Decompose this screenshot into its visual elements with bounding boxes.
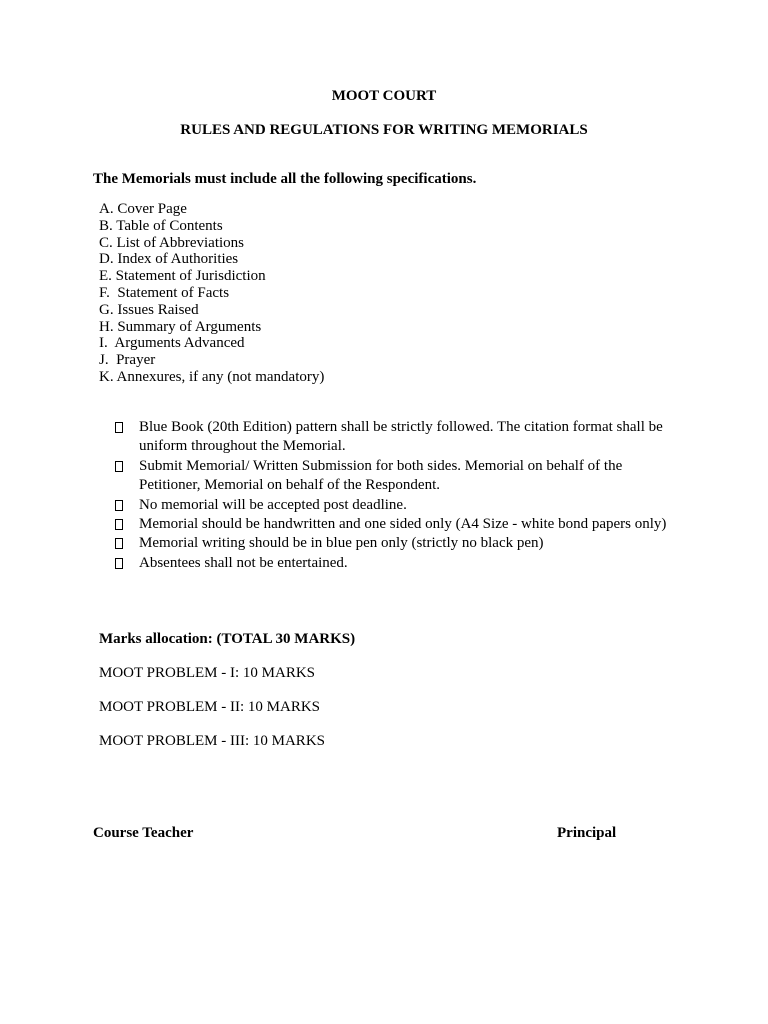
hollow-square-bullet-icon <box>115 461 123 472</box>
spec-item: K. Annexures, if any (not mandatory) <box>99 368 325 385</box>
spec-item: E. Statement of Jurisdiction <box>99 268 266 285</box>
rule-text: Memorial should be handwritten and one sided only (A4 Size - white bond papers only) <box>139 516 667 533</box>
signature-principal: Principal <box>557 825 617 841</box>
spec-item: J. Prayer <box>99 352 156 369</box>
spec-item: G. Issues Raised <box>99 301 199 318</box>
spec-item: D. Index of Authorities <box>99 251 239 268</box>
moot-problem-marks: MOOT PROBLEM - II: 10 MARKS <box>99 699 320 715</box>
rule-item <box>115 515 675 534</box>
document-subtitle: RULES AND REGULATIONS FOR WRITING MEMORIALS <box>180 122 588 138</box>
moot-problem-marks: MOOT PROBLEM - III: 10 MARKS <box>99 733 325 749</box>
rule-item <box>115 496 675 515</box>
hollow-square-bullet-icon <box>115 538 123 549</box>
spec-item: A. Cover Page <box>99 201 187 217</box>
rules-list <box>115 418 675 573</box>
rule-text: Memorial writing should be in blue pen only (strictly no black pen) <box>139 535 544 552</box>
hollow-square-bullet-icon <box>115 422 123 433</box>
rule-item <box>115 457 675 496</box>
spec-item: F. Statement of Facts <box>99 284 230 301</box>
spec-item: B. Table of Contents <box>99 217 223 234</box>
moot-problem-marks: MOOT PROBLEM - I: 10 MARKS <box>99 665 315 681</box>
rule-item <box>115 418 675 457</box>
spec-item: C. List of Abbreviations <box>99 234 244 251</box>
rule-text: No memorial will be accepted post deadline. <box>139 496 407 513</box>
specifications-intro: The Memorials must include all the following specifications. <box>93 171 477 187</box>
hollow-square-bullet-icon <box>115 519 123 530</box>
hollow-square-bullet-icon <box>115 500 123 511</box>
rule-item <box>115 554 675 573</box>
spec-item: I. Arguments Advanced <box>99 335 245 352</box>
rule-text: Submit Memorial/ Written Submission for both sides. Memorial on behalf of the Petitioner, Memorial on behalf of the Respondent. <box>139 457 623 494</box>
marks-allocation-heading: Marks allocation: (TOTAL 30 MARKS) <box>99 631 356 647</box>
hollow-square-bullet-icon <box>115 558 123 569</box>
spec-item: H. Summary of Arguments <box>99 318 262 335</box>
document-title: MOOT COURT <box>331 88 437 104</box>
signature-course-teacher: Course Teacher <box>93 825 194 841</box>
rule-item <box>115 534 675 553</box>
rule-text: Blue Book (20th Edition) pattern shall be strictly followed. The citation format shall be uniform throughout the Memorial. <box>139 419 663 455</box>
rule-text: Absentees shall not be entertained. <box>139 554 348 571</box>
specifications-list <box>99 201 324 386</box>
